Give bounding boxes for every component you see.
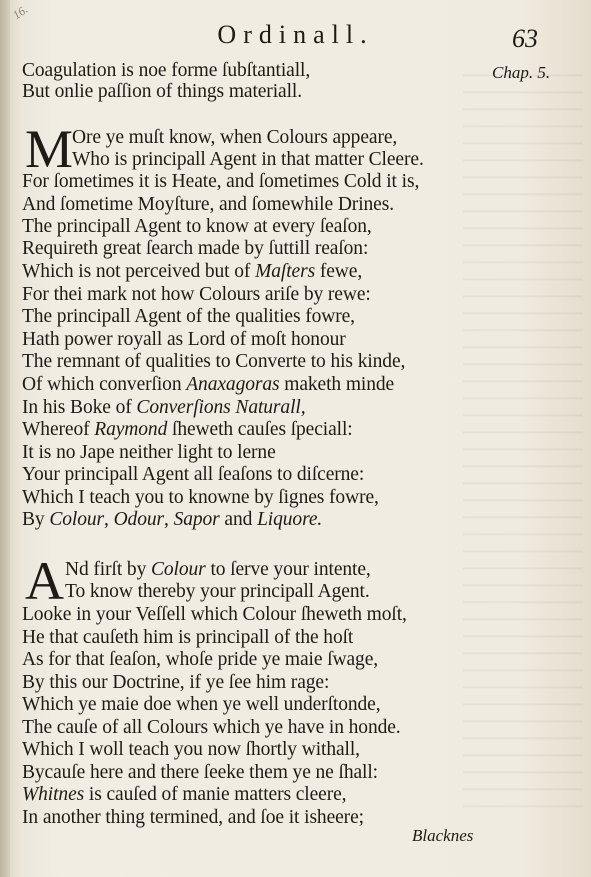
couplet-line: But onlie paſſion of things materiall. <box>22 81 302 102</box>
margin-pencil-mark: 16. <box>10 2 31 23</box>
verse-line: Hath power royall as Lord of moſt honour <box>22 329 346 350</box>
italic-word-whitnes: Whitnes <box>22 784 85 805</box>
verse-line: It is no Jape neither light to lerne <box>22 442 276 463</box>
drop-cap-initial: A <box>25 551 64 611</box>
running-title: Ordinall. <box>217 20 374 49</box>
verse-line: Your principall Agent all ſeaſons to diſcerne: <box>22 464 365 485</box>
verse-line: As for that ſeaſon, whoſe pride ye maie ſwage, <box>22 649 379 670</box>
italic-word-masters: Maſters <box>255 261 316 282</box>
page-binding-shadow <box>0 0 10 877</box>
verse-line: The principall Agent to know at every ſeaſon, <box>22 216 372 237</box>
verse-line: Of which converſion Anaxagoras maketh minde <box>22 374 395 395</box>
verse-line: By Colour, Odour, Sapor and Liquore. <box>22 509 323 530</box>
verse-line: In his Boke of Converſions Naturall, <box>22 397 306 418</box>
verse-line: The principall Agent of the qualities fowre, <box>22 306 355 327</box>
verse-line: To know thereby your principall Agent. <box>65 581 370 602</box>
drop-cap-initial: M <box>25 119 74 179</box>
verse-line: He that cauſeth him is principall of the hoſt <box>22 627 354 648</box>
verse-line: Which ye maie doe when ye well underſtonde, <box>22 694 381 715</box>
italic-word-anaxagoras: Anaxagoras <box>186 374 280 395</box>
verse-line: Bycauſe here and there ſeeke them ye ne ſhall: <box>22 762 378 783</box>
verse-line: Which I teach you to knowne by ſignes fowre, <box>22 487 379 508</box>
verse-line: Whereof Raymond ſheweth cauſes ſpeciall: <box>22 419 353 440</box>
verse-line: Nd firſt by Colour to ſerve your intente, <box>65 559 371 580</box>
verse-line: The remnant of qualities to Converte to his kinde, <box>22 351 406 372</box>
verse-line: Ore ye muſt know, when Colours appeare, <box>72 127 398 148</box>
verse-line: Who is principall Agent in that matter Cleere. <box>72 149 424 170</box>
verse-line: Requireth great ſearch made by ſuttill reaſon: <box>22 238 369 259</box>
verse-line: By this our Doctrine, if ye ſee him rage: <box>22 672 330 693</box>
italic-word-colour: Colour <box>49 509 105 530</box>
page-number: 63 <box>512 24 538 53</box>
italic-word-colour: Colour <box>151 559 206 580</box>
verse-line: Which I woll teach you now ſhortly withall, <box>22 739 360 760</box>
verse-line: For thei mark not how Colours ariſe by rewe: <box>22 284 371 305</box>
verse-line: And ſometime Moyſture, and ſomewhile Drines. <box>22 194 394 215</box>
verse-line: Which is not perceived but of Maſters fewe, <box>22 261 363 282</box>
italic-word-liquore: Liquore. <box>257 509 323 530</box>
verse-line: The cauſe of all Colours which ye have in honde. <box>22 717 401 738</box>
verse-line: Whitnes is cauſed of manie matters cleere, <box>22 784 347 805</box>
chapter-marginal-note: Chap. 5. <box>492 63 551 82</box>
italic-word-raymond: Raymond <box>94 419 168 440</box>
italic-word-odour: Odour <box>113 509 164 530</box>
catchword: Blacknes <box>412 826 474 845</box>
verse-line: Looke in your Veſſell which Colour ſheweth moſt, <box>22 604 407 625</box>
verse-line: In another thing termined, and ſoe it isheere; <box>22 807 364 828</box>
couplet-line: Coagulation is noe forme ſubſtantiall, <box>22 60 311 81</box>
italic-word-conversions: Converſions Naturall, <box>136 397 306 418</box>
italic-word-sapor: Sapor <box>173 509 220 530</box>
verse-line: For ſometimes it is Heate, and ſometimes Cold it is, <box>22 171 420 192</box>
bleed-through-texture <box>463 60 583 820</box>
